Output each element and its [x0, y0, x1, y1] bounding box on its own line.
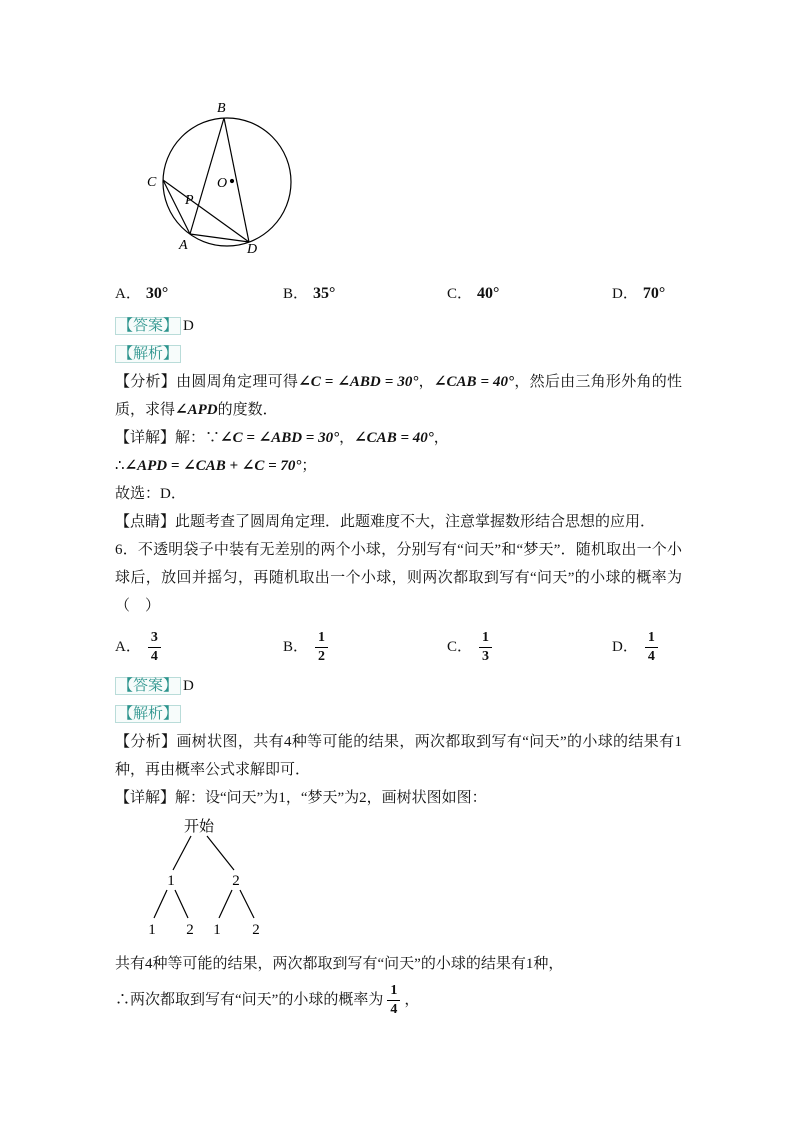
point-label-c: C	[147, 175, 157, 190]
option-letter: A．	[115, 639, 141, 655]
point-label-a: A	[179, 238, 188, 253]
q5-option-a	[115, 280, 168, 308]
answer-tag: 【答案】	[115, 677, 181, 695]
q6-stem: 6．不透明袋子中装有无差别的两个小球，分别写有“问天”和“梦天”．随机取出一个小球后，放回并摇匀，再随机取出一个小球，则两次都取到写有“问天”的小球的概率为（ ）	[115, 542, 682, 614]
option-value: 70°	[642, 285, 666, 302]
tree-leaf-label: 1	[213, 922, 221, 938]
option-value: 30°	[145, 285, 169, 302]
q6-analysis-paragraph: 【分析】画树状图，共有4种等可能的结果，两次都取到写有“问天”的小球的结果有1种，再由概率公式求解即可．	[115, 734, 682, 778]
q5-option-c	[447, 280, 499, 308]
math-segment: ∠CAB = 40°	[354, 430, 434, 446]
q5-analysis-paragraph	[115, 368, 682, 424]
point-label-b: B	[217, 101, 226, 116]
tree-branch	[240, 890, 254, 918]
text-segment: ，	[339, 430, 355, 446]
fraction	[315, 629, 328, 665]
q5-answer-line	[115, 312, 682, 340]
fraction	[387, 982, 400, 1018]
math-segment: ∠CAB = 40°	[433, 374, 515, 390]
tree-leaf-label: 1	[148, 922, 156, 938]
tree-leaf-label: 2	[252, 922, 260, 938]
tree-branch	[219, 890, 232, 918]
option-letter: B．	[283, 639, 309, 655]
text-segment: ；	[301, 458, 317, 474]
answer-value: D	[183, 678, 194, 694]
math-segment: ∠C = ∠ABD = 30°	[220, 430, 340, 446]
tree-branch	[173, 836, 191, 870]
q5-conclusion-line	[115, 452, 682, 480]
option-letter: C．	[447, 286, 473, 302]
q5-options-row	[115, 280, 682, 306]
q6-option-b	[283, 624, 328, 670]
tree-diagram	[137, 816, 307, 942]
q5-option-b	[283, 280, 335, 308]
q6-after-tree-line: 共有4种等可能的结果，两次都取到写有“问天”的小球的结果有1种，	[115, 956, 564, 972]
text-segment: ∴两次都取到写有“问天”的小球的概率为	[115, 992, 384, 1008]
fraction	[645, 629, 658, 665]
tree-leaf-label: 2	[186, 922, 194, 938]
fraction-denominator: 4	[150, 648, 158, 664]
answer-tag: 【答案】	[115, 317, 181, 335]
q6-answer-line	[115, 672, 682, 700]
circle-diagram	[135, 100, 315, 256]
fraction-denominator: 3	[482, 648, 490, 664]
option-value: 40°	[477, 285, 500, 302]
fraction	[479, 629, 492, 665]
q6-detail-line: 【详解】解：设“问天”为1，“梦天”为2，画树状图如图：	[115, 790, 487, 806]
q5-jiexi-line	[115, 340, 682, 368]
jiexi-tag: 【解析】	[115, 705, 181, 723]
tree-branch	[207, 836, 234, 870]
math-segment: ∠APD = ∠CAB + ∠C = 70°	[124, 458, 302, 474]
fraction-denominator: 4	[390, 1001, 398, 1017]
option-value: 35°	[313, 285, 336, 302]
chord-cd	[163, 180, 249, 242]
math-segment: ∠APD	[175, 402, 218, 418]
chord-bd	[224, 118, 249, 242]
q6-option-d	[612, 624, 658, 670]
fraction-denominator: 4	[647, 648, 655, 664]
fraction-numerator: 1	[387, 982, 400, 1001]
point-label-p: P	[185, 193, 194, 208]
fraction-denominator: 2	[318, 648, 326, 664]
text-segment: ∴	[115, 458, 125, 474]
main-content	[115, 100, 682, 1022]
tree-branch	[175, 890, 188, 918]
answer-value: D	[183, 318, 194, 334]
q5-choice-line: 故选：D．	[115, 486, 186, 502]
text-segment: ，	[433, 430, 449, 446]
q6-final-line	[115, 978, 682, 1022]
q6-option-c	[447, 624, 492, 670]
option-letter: A．	[115, 286, 141, 302]
fraction-numerator: 3	[148, 629, 161, 648]
jiexi-tag: 【解析】	[115, 345, 181, 363]
fraction	[148, 629, 161, 665]
q5-detail-line	[115, 424, 682, 452]
option-letter: C．	[447, 639, 473, 655]
option-letter: D．	[612, 286, 638, 302]
fraction-numerator: 1	[315, 629, 328, 648]
text-segment: ，然后由三角形外角的性质，求得	[115, 374, 682, 418]
text-segment: 【分析】由圆周角定理可得	[115, 374, 299, 390]
fraction-numerator: 1	[645, 629, 658, 648]
center-dot	[230, 179, 234, 183]
q5-dianjing-line: 【点睛】此题考查了圆周角定理．此题难度不大，注意掌握数形结合思想的应用．	[115, 514, 656, 530]
text-segment: 的度数．	[217, 402, 278, 418]
text-segment: ，	[418, 374, 434, 390]
tree-branch	[154, 890, 167, 918]
q5-option-d	[612, 280, 665, 308]
q6-option-a	[115, 624, 161, 670]
option-letter: D．	[612, 639, 638, 655]
point-label-o: O	[217, 176, 228, 191]
q6-options-row	[115, 624, 682, 670]
tree-root-label: 开始	[183, 819, 215, 835]
option-letter: B．	[283, 286, 309, 302]
text-segment: ，	[404, 992, 420, 1008]
point-label-d: D	[247, 242, 258, 256]
fraction-numerator: 1	[479, 629, 492, 648]
tree-node-label: 1	[167, 873, 175, 889]
tree-node-label: 2	[232, 873, 240, 889]
math-segment: ∠C = ∠ABD = 30°	[298, 374, 419, 390]
text-segment: 【详解】解：∵	[115, 430, 221, 446]
q6-jiexi-line	[115, 700, 682, 728]
